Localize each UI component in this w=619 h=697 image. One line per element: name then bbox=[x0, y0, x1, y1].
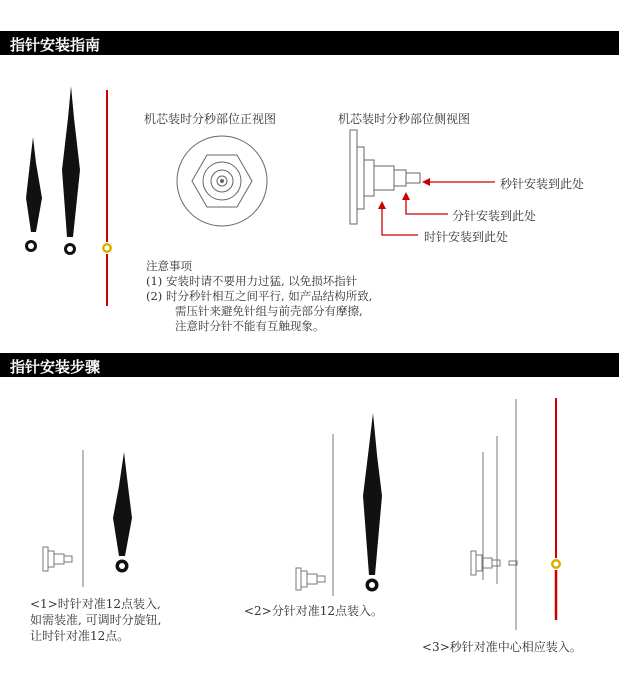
callout-minute-hand: 分针安装到此处 bbox=[452, 209, 537, 223]
step1-line-2: 如需装准, 可调时分旋钮, bbox=[30, 613, 162, 627]
steps-header-title: 指针安装步骤 bbox=[10, 358, 101, 376]
notes-line-1: (1) 安装时请不要用力过猛, 以免损坏指针 bbox=[146, 274, 358, 288]
callout-second-hand: 秒针安装到此处 bbox=[500, 177, 585, 191]
movement-side-view bbox=[350, 130, 420, 224]
minute-hand-illustration bbox=[62, 86, 80, 255]
front-view-label: 机芯装时分秒部位正视图 bbox=[144, 112, 277, 126]
step3-label: <3>秒针对准中心相应装入。 bbox=[422, 640, 582, 654]
steps-header-bar bbox=[0, 353, 619, 377]
step2-illustration bbox=[296, 413, 382, 596]
step1-line-1: <1>时针对准12点装入, bbox=[30, 597, 161, 611]
callout-hour-hand: 时针安装到此处 bbox=[424, 230, 509, 244]
hour-hand-illustration bbox=[25, 137, 42, 252]
guide-header-title: 指针安装指南 bbox=[10, 36, 101, 54]
second-hand-illustration bbox=[102, 90, 112, 306]
step2-label: <2>分针对准12点装入。 bbox=[244, 604, 384, 618]
notes-title: 注意事项 bbox=[146, 259, 192, 273]
movement-front-view bbox=[177, 136, 267, 226]
notes-line-3: 需压针来避免针组与前壳部分有摩擦, bbox=[175, 304, 363, 318]
step1-illustration bbox=[43, 450, 132, 587]
notes-line-4: 注意时分针不能有互触现象。 bbox=[175, 319, 325, 333]
step1-line-3: 让时针对准12点。 bbox=[30, 629, 130, 643]
notes-line-2: (2) 时分秒针相互之间平行, 如产品结构所致, bbox=[146, 289, 373, 303]
step3-illustration bbox=[471, 398, 561, 630]
side-view-label: 机芯装时分秒部位侧视图 bbox=[338, 112, 471, 126]
